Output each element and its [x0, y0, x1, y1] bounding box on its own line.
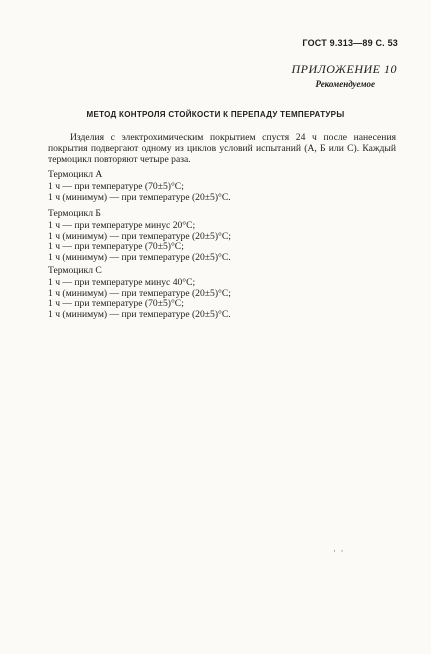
recommended-label: Рекомендуемое [315, 79, 375, 89]
cycle-step: 1 ч (минимум) — при температуре (20±5)°С. [48, 191, 231, 203]
cycle-title: Термоцикл Б [48, 208, 101, 219]
intro-text: Изделия с электрохимическим покрытием спустя 24 ч после нанесения покрытия подвергают одному из циклов условий испытаний (А, Б или С). Каждый термоцикл повторяют четыре раза. [48, 132, 396, 165]
cycle-step: 1 ч (минимум) — при температуре (20±5)°С. [48, 308, 231, 320]
cycle-title: Термоцикл С [48, 265, 102, 276]
cycle-step: 1 ч (минимум) — при температуре (20±5)°С; [48, 287, 231, 299]
appendix-label: ПРИЛОЖЕНИЕ 10 [291, 62, 397, 76]
standard-header: ГОСТ 9.313—89 С. 53 [302, 38, 398, 48]
thermocycle-b [48, 209, 378, 263]
cycle-step: 1 ч (минимум) — при температуре (20±5)°С; [48, 230, 231, 242]
intro-paragraph [48, 132, 396, 165]
cycle-step: 1 ч — при температуре (70±5)°С; [48, 298, 184, 310]
cycle-title: Термоцикл А [48, 169, 103, 180]
cycle-step: 1 ч — при температуре минус 40°С; [48, 277, 196, 289]
scan-speck: · · [333, 546, 344, 556]
cycle-step: 1 ч — при температуре (70±5)°С; [48, 181, 184, 193]
cycle-step: 1 ч (минимум) — при температуре (20±5)°С. [48, 251, 231, 263]
thermocycle-c [48, 266, 378, 320]
section-title: МЕТОД КОНТРОЛЯ СТОЙКОСТИ К ПЕРЕПАДУ ТЕМПЕРАТУРЫ [86, 110, 345, 119]
thermocycle-a [48, 170, 378, 203]
cycle-step: 1 ч — при температуре (70±5)°С; [48, 241, 184, 253]
cycle-step: 1 ч — при температуре минус 20°С; [48, 220, 196, 232]
